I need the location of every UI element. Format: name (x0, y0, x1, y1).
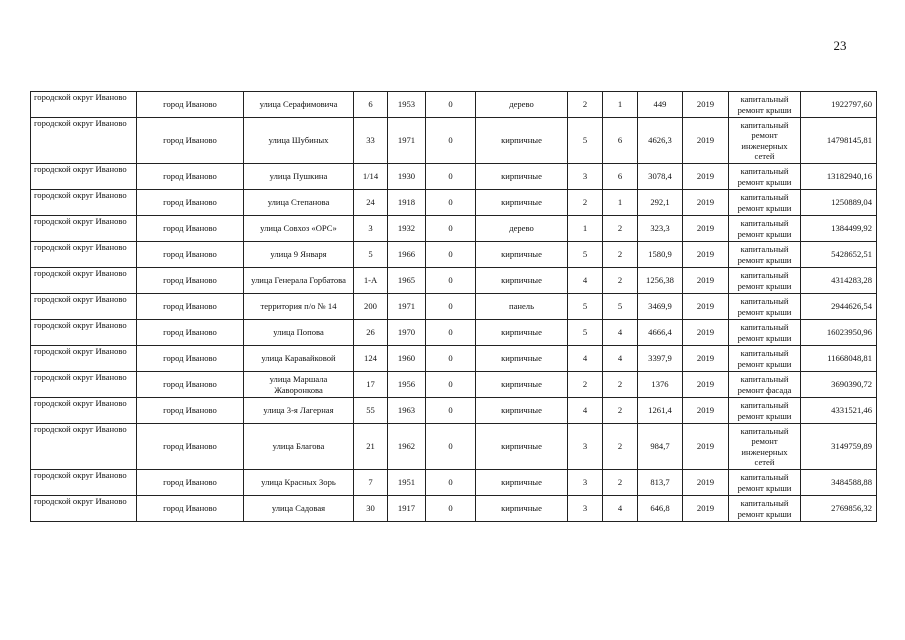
floors-cell: 4 (568, 268, 603, 294)
area-cell: 646,8 (638, 496, 683, 522)
year-overhaul-cell: 0 (426, 398, 476, 424)
area-cell: 1256,38 (638, 268, 683, 294)
plan-year-cell: 2019 (683, 216, 729, 242)
entrances-cell: 1 (603, 190, 638, 216)
work-type-cell: капитальный ремонт инженерных сетей (729, 118, 801, 164)
street-cell: улица Садовая (244, 496, 354, 522)
entrances-cell: 2 (603, 470, 638, 496)
year-built-cell: 1918 (388, 190, 426, 216)
area-cell: 1376 (638, 372, 683, 398)
plan-year-cell: 2019 (683, 496, 729, 522)
settlement-cell: город Иваново (137, 92, 244, 118)
year-built-cell: 1970 (388, 320, 426, 346)
municipality-cell: городской округ Иваново (31, 346, 137, 372)
cost-cell: 13182940,16 (801, 164, 877, 190)
housing-repair-table (30, 91, 877, 522)
year-overhaul-cell: 0 (426, 470, 476, 496)
area-cell: 4626,3 (638, 118, 683, 164)
street-cell: улица Каравайковой (244, 346, 354, 372)
municipality-cell: городской округ Иваново (31, 398, 137, 424)
entrances-cell: 2 (603, 424, 638, 470)
cost-cell: 1922797,60 (801, 92, 877, 118)
year-overhaul-cell: 0 (426, 496, 476, 522)
table-row (31, 424, 877, 470)
house-number-cell: 3 (354, 216, 388, 242)
settlement-cell: город Иваново (137, 294, 244, 320)
street-cell: улица Серафимовича (244, 92, 354, 118)
year-overhaul-cell: 0 (426, 268, 476, 294)
table-row (31, 92, 877, 118)
year-overhaul-cell: 0 (426, 346, 476, 372)
area-cell: 3397,9 (638, 346, 683, 372)
area-cell: 292,1 (638, 190, 683, 216)
house-number-cell: 1/14 (354, 164, 388, 190)
entrances-cell: 6 (603, 164, 638, 190)
year-overhaul-cell: 0 (426, 216, 476, 242)
year-built-cell: 1951 (388, 470, 426, 496)
table-row (31, 164, 877, 190)
house-number-cell: 6 (354, 92, 388, 118)
year-overhaul-cell: 0 (426, 294, 476, 320)
year-overhaul-cell: 0 (426, 92, 476, 118)
house-number-cell: 24 (354, 190, 388, 216)
house-number-cell: 17 (354, 372, 388, 398)
wall-material-cell: кирпичные (476, 424, 568, 470)
work-type-cell: капитальный ремонт крыши (729, 164, 801, 190)
municipality-cell: городской округ Иваново (31, 496, 137, 522)
year-built-cell: 1971 (388, 294, 426, 320)
table-row (31, 118, 877, 164)
year-built-cell: 1956 (388, 372, 426, 398)
street-cell: улица Благова (244, 424, 354, 470)
cost-cell: 2944626,54 (801, 294, 877, 320)
municipality-cell: городской округ Иваново (31, 118, 137, 164)
plan-year-cell: 2019 (683, 118, 729, 164)
work-type-cell: капитальный ремонт фасада (729, 372, 801, 398)
table-row (31, 470, 877, 496)
street-cell: территория п/о № 14 (244, 294, 354, 320)
area-cell: 1580,9 (638, 242, 683, 268)
table-row (31, 372, 877, 398)
year-built-cell: 1932 (388, 216, 426, 242)
cost-cell: 3690390,72 (801, 372, 877, 398)
cost-cell: 5428652,51 (801, 242, 877, 268)
municipality-cell: городской округ Иваново (31, 320, 137, 346)
settlement-cell: город Иваново (137, 268, 244, 294)
plan-year-cell: 2019 (683, 470, 729, 496)
plan-year-cell: 2019 (683, 92, 729, 118)
street-cell: улица Генерала Горбатова (244, 268, 354, 294)
plan-year-cell: 2019 (683, 242, 729, 268)
area-cell: 1261,4 (638, 398, 683, 424)
area-cell: 3469,9 (638, 294, 683, 320)
entrances-cell: 2 (603, 268, 638, 294)
plan-year-cell: 2019 (683, 164, 729, 190)
work-type-cell: капитальный ремонт крыши (729, 320, 801, 346)
house-number-cell: 21 (354, 424, 388, 470)
cost-cell: 14798145,81 (801, 118, 877, 164)
work-type-cell: капитальный ремонт крыши (729, 346, 801, 372)
wall-material-cell: кирпичные (476, 164, 568, 190)
settlement-cell: город Иваново (137, 372, 244, 398)
year-built-cell: 1960 (388, 346, 426, 372)
work-type-cell: капитальный ремонт крыши (729, 216, 801, 242)
wall-material-cell: кирпичные (476, 398, 568, 424)
street-cell: улица Маршала Жаворонкова (244, 372, 354, 398)
plan-year-cell: 2019 (683, 372, 729, 398)
settlement-cell: город Иваново (137, 470, 244, 496)
municipality-cell: городской округ Иваново (31, 190, 137, 216)
floors-cell: 4 (568, 398, 603, 424)
year-built-cell: 1953 (388, 92, 426, 118)
settlement-cell: город Иваново (137, 398, 244, 424)
municipality-cell: городской округ Иваново (31, 268, 137, 294)
entrances-cell: 4 (603, 320, 638, 346)
settlement-cell: город Иваново (137, 242, 244, 268)
entrances-cell: 2 (603, 398, 638, 424)
table-row (31, 190, 877, 216)
wall-material-cell: кирпичные (476, 470, 568, 496)
municipality-cell: городской округ Иваново (31, 216, 137, 242)
municipality-cell: городской округ Иваново (31, 372, 137, 398)
cost-cell: 11668048,81 (801, 346, 877, 372)
year-overhaul-cell: 0 (426, 372, 476, 398)
floors-cell: 3 (568, 470, 603, 496)
settlement-cell: город Иваново (137, 496, 244, 522)
floors-cell: 3 (568, 424, 603, 470)
work-type-cell: капитальный ремонт крыши (729, 242, 801, 268)
year-overhaul-cell: 0 (426, 424, 476, 470)
plan-year-cell: 2019 (683, 190, 729, 216)
year-built-cell: 1965 (388, 268, 426, 294)
wall-material-cell: кирпичные (476, 268, 568, 294)
table-row (31, 398, 877, 424)
street-cell: улица 9 Января (244, 242, 354, 268)
entrances-cell: 5 (603, 294, 638, 320)
area-cell: 4666,4 (638, 320, 683, 346)
street-cell: улица Пушкина (244, 164, 354, 190)
plan-year-cell: 2019 (683, 268, 729, 294)
cost-cell: 1250889,04 (801, 190, 877, 216)
municipality-cell: городской округ Иваново (31, 242, 137, 268)
cost-cell: 4314283,28 (801, 268, 877, 294)
settlement-cell: город Иваново (137, 190, 244, 216)
municipality-cell: городской округ Иваново (31, 470, 137, 496)
work-type-cell: капитальный ремонт инженерных сетей (729, 424, 801, 470)
street-cell: улица Попова (244, 320, 354, 346)
municipality-cell: городской округ Иваново (31, 164, 137, 190)
table-row (31, 216, 877, 242)
area-cell: 984,7 (638, 424, 683, 470)
cost-cell: 16023950,96 (801, 320, 877, 346)
street-cell: улица 3-я Лагерная (244, 398, 354, 424)
table-body (31, 92, 877, 522)
cost-cell: 1384499,92 (801, 216, 877, 242)
floors-cell: 5 (568, 118, 603, 164)
floors-cell: 1 (568, 216, 603, 242)
wall-material-cell: кирпичные (476, 346, 568, 372)
year-built-cell: 1966 (388, 242, 426, 268)
settlement-cell: город Иваново (137, 118, 244, 164)
street-cell: улица Совхоз «ОРС» (244, 216, 354, 242)
wall-material-cell: кирпичные (476, 320, 568, 346)
municipality-cell: городской округ Иваново (31, 294, 137, 320)
house-number-cell: 30 (354, 496, 388, 522)
plan-year-cell: 2019 (683, 424, 729, 470)
wall-material-cell: кирпичные (476, 190, 568, 216)
floors-cell: 3 (568, 164, 603, 190)
street-cell: улица Шубиных (244, 118, 354, 164)
year-built-cell: 1917 (388, 496, 426, 522)
work-type-cell: капитальный ремонт крыши (729, 268, 801, 294)
year-built-cell: 1971 (388, 118, 426, 164)
wall-material-cell: кирпичные (476, 242, 568, 268)
plan-year-cell: 2019 (683, 294, 729, 320)
floors-cell: 2 (568, 92, 603, 118)
year-overhaul-cell: 0 (426, 320, 476, 346)
area-cell: 3078,4 (638, 164, 683, 190)
wall-material-cell: дерево (476, 92, 568, 118)
table-row (31, 346, 877, 372)
house-number-cell: 124 (354, 346, 388, 372)
house-number-cell: 55 (354, 398, 388, 424)
area-cell: 813,7 (638, 470, 683, 496)
entrances-cell: 2 (603, 242, 638, 268)
year-built-cell: 1962 (388, 424, 426, 470)
page-number: 23 (833, 38, 847, 53)
work-type-cell: капитальный ремонт крыши (729, 496, 801, 522)
cost-cell: 3149759,89 (801, 424, 877, 470)
entrances-cell: 1 (603, 92, 638, 118)
cost-cell: 3484588,88 (801, 470, 877, 496)
wall-material-cell: кирпичные (476, 372, 568, 398)
wall-material-cell: панель (476, 294, 568, 320)
table-row (31, 496, 877, 522)
work-type-cell: капитальный ремонт крыши (729, 190, 801, 216)
house-number-cell: 33 (354, 118, 388, 164)
municipality-cell: городской округ Иваново (31, 92, 137, 118)
house-number-cell: 5 (354, 242, 388, 268)
floors-cell: 4 (568, 346, 603, 372)
settlement-cell: город Иваново (137, 216, 244, 242)
settlement-cell: город Иваново (137, 320, 244, 346)
area-cell: 323,3 (638, 216, 683, 242)
wall-material-cell: кирпичные (476, 496, 568, 522)
settlement-cell: город Иваново (137, 164, 244, 190)
work-type-cell: капитальный ремонт крыши (729, 398, 801, 424)
wall-material-cell: кирпичные (476, 118, 568, 164)
work-type-cell: капитальный ремонт крыши (729, 470, 801, 496)
year-overhaul-cell: 0 (426, 242, 476, 268)
floors-cell: 3 (568, 496, 603, 522)
settlement-cell: город Иваново (137, 346, 244, 372)
entrances-cell: 4 (603, 496, 638, 522)
floors-cell: 2 (568, 372, 603, 398)
entrances-cell: 2 (603, 372, 638, 398)
floors-cell: 5 (568, 294, 603, 320)
entrances-cell: 2 (603, 216, 638, 242)
year-overhaul-cell: 0 (426, 190, 476, 216)
year-built-cell: 1930 (388, 164, 426, 190)
plan-year-cell: 2019 (683, 346, 729, 372)
area-cell: 449 (638, 92, 683, 118)
cost-cell: 2769856,32 (801, 496, 877, 522)
house-number-cell: 7 (354, 470, 388, 496)
table-row (31, 242, 877, 268)
plan-year-cell: 2019 (683, 398, 729, 424)
street-cell: улица Степанова (244, 190, 354, 216)
settlement-cell: город Иваново (137, 424, 244, 470)
municipality-cell: городской округ Иваново (31, 424, 137, 470)
table-row (31, 268, 877, 294)
house-number-cell: 200 (354, 294, 388, 320)
table-row (31, 294, 877, 320)
year-overhaul-cell: 0 (426, 118, 476, 164)
entrances-cell: 4 (603, 346, 638, 372)
house-number-cell: 26 (354, 320, 388, 346)
cost-cell: 4331521,46 (801, 398, 877, 424)
floors-cell: 2 (568, 190, 603, 216)
work-type-cell: капитальный ремонт крыши (729, 92, 801, 118)
house-number-cell: 1-А (354, 268, 388, 294)
entrances-cell: 6 (603, 118, 638, 164)
floors-cell: 5 (568, 242, 603, 268)
table-row (31, 320, 877, 346)
street-cell: улица Красных Зорь (244, 470, 354, 496)
wall-material-cell: дерево (476, 216, 568, 242)
year-overhaul-cell: 0 (426, 164, 476, 190)
floors-cell: 5 (568, 320, 603, 346)
plan-year-cell: 2019 (683, 320, 729, 346)
year-built-cell: 1963 (388, 398, 426, 424)
work-type-cell: капитальный ремонт крыши (729, 294, 801, 320)
